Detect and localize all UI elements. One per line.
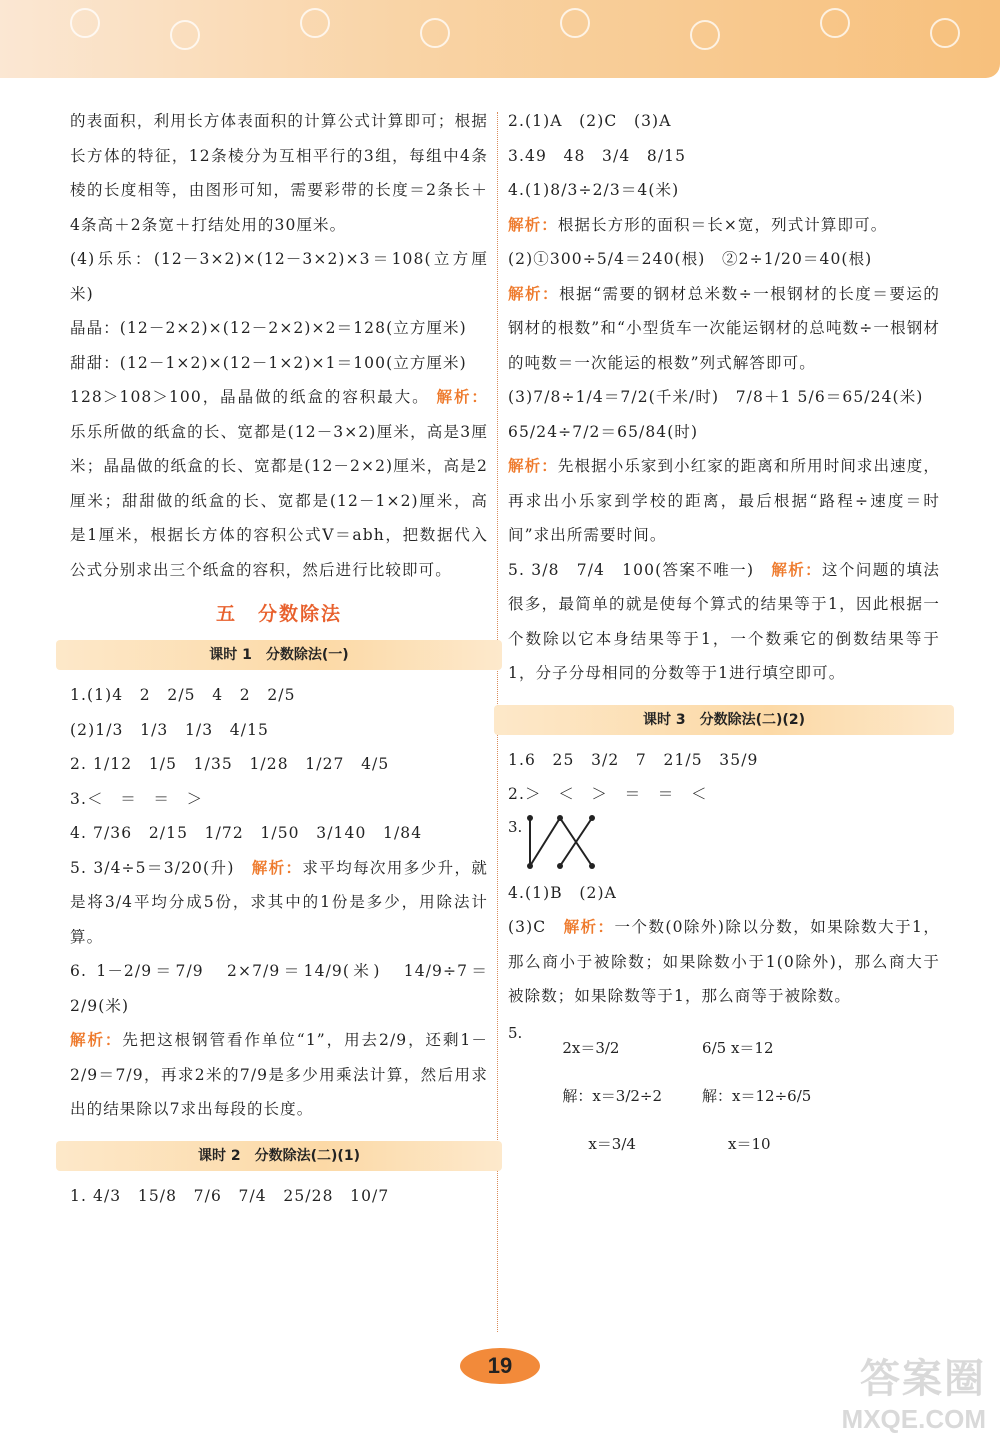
- watermark: [842, 1347, 986, 1435]
- equation-a-line: x＝3/4: [588, 1134, 636, 1153]
- equation-a-line: 解：x＝3/2÷2: [562, 1086, 663, 1105]
- explain-label: 解析：: [771, 559, 823, 579]
- lesson3-answer-3: [508, 812, 940, 876]
- lesson3-answer-4b-expr: (3)C: [508, 918, 547, 936]
- r-answer-2: 2.(1)A (2)C (3)A: [508, 112, 672, 130]
- answer-5-explain: 求平均每次用多少升，就是将3/4平均分成5份，求其中的1份是多少，用除法计算。: [70, 858, 488, 946]
- equation-b-line: x＝10: [728, 1134, 771, 1153]
- moon-icon: [560, 8, 590, 38]
- section-title: 五 分数除法: [215, 603, 342, 625]
- right-column: [508, 104, 940, 1168]
- lesson-header-2: 课时 2 分数除法(二)(1): [56, 1141, 502, 1171]
- header-banner: [0, 0, 1000, 78]
- cloud-icon: [420, 18, 450, 48]
- explain-label: 解析：: [508, 456, 558, 475]
- para-3: 晶晶：(12－2×2)×(12－2×2)×2＝128(立方厘米): [70, 319, 467, 337]
- r-answer-4c-explain: [508, 449, 940, 553]
- answer-6-explain: [70, 1023, 488, 1127]
- page-number: 19: [460, 1348, 540, 1384]
- para-2: (4)乐乐：(12－3×2)×(12－3×2)×3＝108(立方厘米): [70, 250, 488, 303]
- conclusion-text: 128＞108＞100，晶晶做的纸盒的容积最大。: [70, 388, 430, 406]
- answer-6: 6. 1－2/9＝7/9 2×7/9＝14/9(米) 14/9÷7＝2/9(米): [70, 962, 488, 1015]
- r-answer-4c: (3)7/8÷1/4＝7/2(千米/时) 7/8＋1 5/6＝65/24(米): [508, 388, 924, 406]
- equation-a: [562, 1024, 662, 1168]
- explain-label: 解析：: [436, 387, 489, 406]
- lesson3-answer-4b: [508, 910, 940, 1014]
- para-5: [70, 380, 488, 587]
- lesson3-answer-4a: 4.(1)B (2)A: [508, 883, 617, 902]
- answer-2: 2. 1/12 1/5 1/35 1/28 1/27 4/5: [70, 755, 390, 773]
- cloud-icon: [170, 20, 200, 50]
- cloud-icon: [690, 20, 720, 50]
- equation-a-line: 2x＝3/2: [562, 1038, 620, 1057]
- explain-label: 解析：: [70, 1030, 123, 1049]
- answer-3: 3.＜ ＝ ＝ ＞: [70, 789, 204, 808]
- r-answer-4a-explain: [508, 208, 940, 243]
- r-answer-4c2: 65/24÷7/2＝65/84(时): [508, 422, 699, 441]
- equation-b-line: 解：x＝12÷6/5: [702, 1086, 812, 1105]
- r-answer-4b-explain: [508, 277, 940, 381]
- answer-4: 4. 7/36 2/15 1/72 1/50 3/140 1/84: [70, 824, 423, 842]
- explain-text: 乐乐所做的纸盒的长、宽都是(12－3×2)厘米，高是3厘米；晶晶做的纸盒的长、宽都是(12－2×2)厘米，高是2厘米；甜甜做的纸盒的长、宽都是(12－1×2)厘米，高是1厘米，根据长方体的容积公式V＝abh，把数据代入公式分别求出三个纸盒的容积，然后进行比较即可。: [70, 422, 488, 579]
- moon-icon: [820, 8, 850, 38]
- explain-label: 解析：: [508, 214, 558, 234]
- r-answer-5: [508, 553, 940, 691]
- lesson3-answer-4-explain: 一个数(0除外)除以分数，如果除数大于1，那么商小于被除数；如果除数小于1(0除外)，那么商大于被除数；如果除数等于1，那么商等于被除数。: [508, 918, 940, 1005]
- r-answer-4a: 4.(1)8/3÷2/3＝4(米): [508, 181, 680, 199]
- answer-1a: 1.(1)4 2 2/5 4 2 2/5: [70, 686, 296, 704]
- answer-1b: (2)1/3 1/3 1/3 4/15: [70, 720, 269, 739]
- para-1: 的表面积，利用长方体表面积的计算公式计算即可；根据长方体的特征，12条棱分为互相平行的3组，每组中4条棱的长度相等，由图形可知，需要彩带的长度＝2条长＋4条高＋2条宽＋打结处用的30厘米。: [70, 112, 488, 234]
- answer-5: [70, 851, 488, 955]
- lesson3-answer-3-label: 3.: [508, 817, 523, 836]
- r-answer-4c-explain-text: 先根据小乐家到小红家的距离和所用时间求出速度，再求出小乐家到学校的距离，最后根据“路程÷速度＝时间”求出所需要时间。: [508, 457, 940, 544]
- lesson2-answer-1: 1. 4/3 15/8 7/6 7/4 25/28 10/7: [70, 1186, 390, 1205]
- explain-label: 解析：: [508, 283, 560, 303]
- r-answer-4b-explain-text: 根据“需要的钢材总米数÷一根钢材的长度＝要运的钢材的根数”和“小型货车一次能运钢材的总吨数÷一根钢材的吨数＝一次能运的根数”列式解答即可。: [508, 284, 940, 372]
- cloud-icon: [300, 8, 330, 38]
- matching-lines-diagram: [522, 812, 612, 872]
- answer-5-expr: 5. 3/4÷5＝3/20(升): [70, 858, 235, 877]
- answer-6-explain-text: 先把这根钢管看作单位“1”，用去2/9，还剩1－2/9＝7/9，再求2米的7/9是多少用乘法计算，然后用求出的结果除以7求出每段的长度。: [70, 1031, 488, 1118]
- cloud-icon: [930, 18, 960, 48]
- lesson-header-3: 课时 3 分数除法(二)(2): [494, 705, 954, 735]
- equation-b: [702, 1024, 811, 1168]
- r-answer-4b: (2)①300÷5/4＝240(根) ②2÷1/20＝40(根): [508, 250, 873, 268]
- cloud-icon: [70, 8, 100, 38]
- para-4: 甜甜：(12－1×2)×(12－1×2)×1＝100(立方厘米): [70, 353, 467, 372]
- r-answer-5-explain: 这个问题的填法很多，最简单的就是使每个算式的结果等于1，因此根据一个数除以它本身结果等于1，一个数乘它的倒数结果等于1，分子分母相同的分数等于1进行填空即可。: [508, 560, 941, 682]
- watermark-logo: 答案圈: [860, 1357, 986, 1401]
- equation-b-line: 6/5 x＝12: [702, 1038, 774, 1057]
- r-answer-5-expr: 5. 3/8 7/4 100(答案不唯一): [508, 560, 755, 579]
- lesson3-answer-5: [508, 1024, 940, 1168]
- r-answer-3: 3.49 48 3/4 8/15: [508, 146, 687, 165]
- left-column: [70, 104, 488, 1213]
- explain-label: 解析：: [251, 857, 303, 877]
- watermark-url: MXQE.COM: [841, 1404, 986, 1434]
- lesson3-answer-1: 1.6 25 3/2 7 21/5 35/9: [508, 750, 759, 769]
- lesson3-answer-2: 2.＞ ＜ ＞ ＝ ＝ ＜: [508, 785, 708, 803]
- explain-label: 解析：: [563, 917, 615, 936]
- lesson3-answer-5-label: 5.: [508, 1023, 523, 1042]
- r-answer-4a-explain-text: 根据长方形的面积＝长×宽，列式计算即可。: [557, 215, 888, 234]
- lesson-header-1: 课时 1 分数除法(一): [56, 640, 502, 670]
